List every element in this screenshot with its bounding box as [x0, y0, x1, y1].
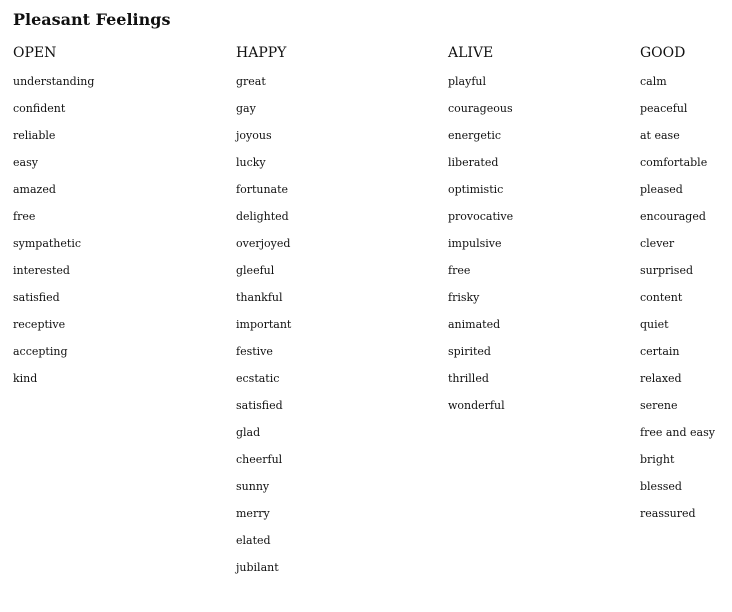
feeling-word: courageous: [448, 102, 513, 115]
page-title: Pleasant Feelings: [13, 10, 171, 29]
feeling-word: blessed: [640, 480, 682, 493]
feeling-word: sympathetic: [13, 237, 82, 250]
word-list-alive: [448, 74, 513, 414]
feeling-word: understanding: [13, 75, 95, 88]
column-alive: [448, 44, 513, 425]
feeling-word: ecstatic: [236, 372, 280, 385]
feeling-word: calm: [640, 75, 667, 88]
feeling-word: accepting: [13, 345, 68, 358]
feeling-word: elated: [236, 534, 271, 547]
feeling-word: satisfied: [236, 399, 283, 412]
feeling-word: merry: [236, 507, 270, 520]
column-good: [640, 44, 715, 533]
feeling-word: spirited: [448, 345, 491, 358]
feeling-word: amazed: [13, 183, 56, 196]
feeling-word: fortunate: [236, 183, 289, 196]
feeling-word: comfortable: [640, 156, 708, 169]
feeling-word: bright: [640, 453, 675, 466]
feeling-word: satisfied: [13, 291, 60, 304]
feeling-word: kind: [13, 372, 38, 385]
feeling-word: surprised: [640, 264, 694, 277]
feeling-word: jubilant: [236, 561, 279, 574]
feeling-word: frisky: [448, 291, 480, 304]
feeling-word: at ease: [640, 129, 680, 142]
feeling-word: great: [236, 75, 266, 88]
feeling-word: joyous: [236, 129, 272, 142]
feeling-word: festive: [236, 345, 273, 358]
column-happy: [236, 44, 291, 587]
feeling-word: pleased: [640, 183, 683, 196]
feeling-word: gleeful: [236, 264, 275, 277]
feeling-word: energetic: [448, 129, 502, 142]
feeling-word: receptive: [13, 318, 66, 331]
feeling-word: quiet: [640, 318, 669, 331]
feeling-word: playful: [448, 75, 487, 88]
feeling-word: glad: [236, 426, 261, 439]
feeling-word: thrilled: [448, 372, 489, 385]
feeling-word: important: [236, 318, 292, 331]
column-heading-open: OPEN: [13, 45, 57, 61]
feeling-word: relaxed: [640, 372, 682, 385]
feeling-word: impulsive: [448, 237, 502, 250]
feeling-word: free: [13, 210, 36, 223]
feeling-word: peaceful: [640, 102, 688, 115]
feeling-word: overjoyed: [236, 237, 291, 250]
feeling-word: provocative: [448, 210, 514, 223]
word-list-good: [640, 74, 715, 522]
feeling-word: delighted: [236, 210, 289, 223]
feeling-word: thankful: [236, 291, 283, 304]
column-heading-alive: ALIVE: [448, 45, 494, 61]
feeling-word: reliable: [13, 129, 56, 142]
feeling-word: free: [448, 264, 471, 277]
feeling-word: liberated: [448, 156, 499, 169]
column-open: [13, 44, 94, 398]
word-list-open: [13, 74, 94, 387]
column-heading-happy: HAPPY: [236, 45, 287, 61]
feeling-word: certain: [640, 345, 680, 358]
feeling-word: interested: [13, 264, 70, 277]
word-list-happy: [236, 74, 291, 576]
column-heading-good: GOOD: [640, 45, 686, 61]
feeling-word: content: [640, 291, 683, 304]
feeling-word: free and easy: [640, 426, 715, 439]
feeling-word: wonderful: [448, 399, 505, 412]
feeling-word: lucky: [236, 156, 266, 169]
feeling-word: animated: [448, 318, 501, 331]
feeling-word: encouraged: [640, 210, 706, 223]
feeling-word: easy: [13, 156, 38, 169]
feeling-word: clever: [640, 237, 675, 250]
feeling-word: serene: [640, 399, 678, 412]
feeling-word: reassured: [640, 507, 696, 520]
feeling-word: confident: [13, 102, 66, 115]
feeling-word: gay: [236, 102, 256, 115]
feeling-word: optimistic: [448, 183, 504, 196]
feeling-word: cheerful: [236, 453, 283, 466]
feeling-word: sunny: [236, 480, 270, 493]
